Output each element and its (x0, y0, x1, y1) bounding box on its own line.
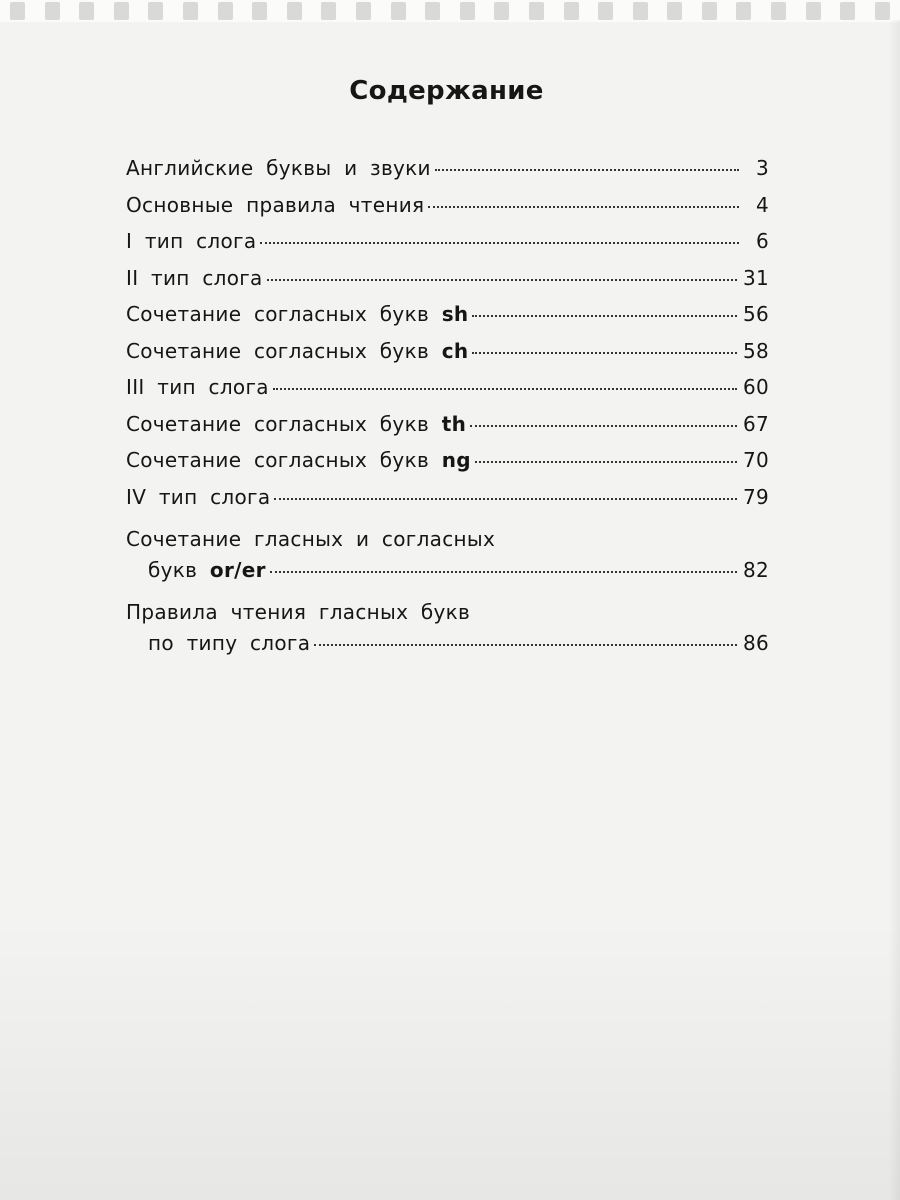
dot-leader (260, 242, 739, 244)
toc-page-number: 4 (755, 192, 769, 217)
dot-leader (270, 571, 737, 573)
toc-entry-text-continued: по типу слога (148, 630, 311, 655)
dot-leader (267, 279, 737, 281)
dot-leader (472, 352, 737, 354)
toc-entry (126, 156, 769, 193)
toc-page-number: 3 (755, 156, 769, 180)
toc-page-number: 79 (742, 484, 769, 509)
toc-entry (126, 375, 769, 412)
toc-entry (126, 193, 769, 230)
toc-entry-text: IV тип слога (126, 484, 271, 509)
toc-page-number: 6 (755, 229, 769, 253)
toc-entry-text: Правила чтения гласных букв (126, 600, 471, 624)
toc-entry (126, 229, 769, 266)
page-shadow (0, 920, 900, 1200)
toc-page-number: 67 (742, 411, 769, 436)
letter-combination: sh (441, 302, 469, 326)
toc-entry-text: Сочетание согласных букв th (126, 411, 467, 436)
page-title: Содержание (349, 76, 544, 106)
toc-entry (126, 266, 769, 303)
toc-entry (126, 412, 769, 449)
toc-page-number: 86 (742, 630, 769, 655)
toc-entry-text: Сочетание гласных и согласных (126, 527, 496, 551)
toc-entry-text-continued: букв or/er (148, 557, 266, 582)
dot-leader (273, 388, 737, 390)
toc-page-number: 58 (742, 338, 769, 363)
toc-page-number: 82 (742, 557, 769, 582)
dot-leader (470, 425, 737, 427)
table-of-contents (126, 156, 769, 667)
toc-entry-text: II тип слога (126, 265, 263, 290)
dot-leader (472, 315, 736, 317)
toc-entry (126, 594, 769, 667)
dot-leader (475, 461, 737, 463)
toc-entry-text: Сочетание согласных букв ng (126, 448, 471, 472)
toc-entry (126, 485, 769, 522)
letter-combination: ch (441, 338, 469, 363)
toc-page-number: 60 (742, 375, 769, 399)
toc-entry-text: Сочетание согласных букв ch (126, 338, 469, 363)
letter-combination: th (441, 411, 467, 436)
dot-leader (435, 169, 739, 171)
toc-page-number: 56 (742, 302, 769, 326)
toc-entry (126, 339, 769, 376)
toc-entry-text: Английские буквы и звуки (126, 156, 431, 180)
letter-combination: ng (441, 448, 471, 472)
letter-combination: or/er (209, 557, 266, 582)
toc-entry-text: III тип слога (126, 375, 269, 399)
dot-leader (428, 206, 739, 208)
toc-entry (126, 448, 769, 485)
toc-page-number: 70 (742, 448, 769, 472)
toc-entry (126, 521, 769, 594)
toc-page-number: 31 (742, 265, 769, 290)
toc-entry-text: Основные правила чтения (126, 192, 425, 217)
dot-leader (314, 644, 737, 646)
spiral-binding (0, 0, 900, 22)
dot-leader (274, 498, 737, 500)
toc-entry (126, 302, 769, 339)
toc-entry-text: Сочетание согласных букв sh (126, 302, 469, 326)
toc-entry-text: I тип слога (126, 229, 257, 253)
